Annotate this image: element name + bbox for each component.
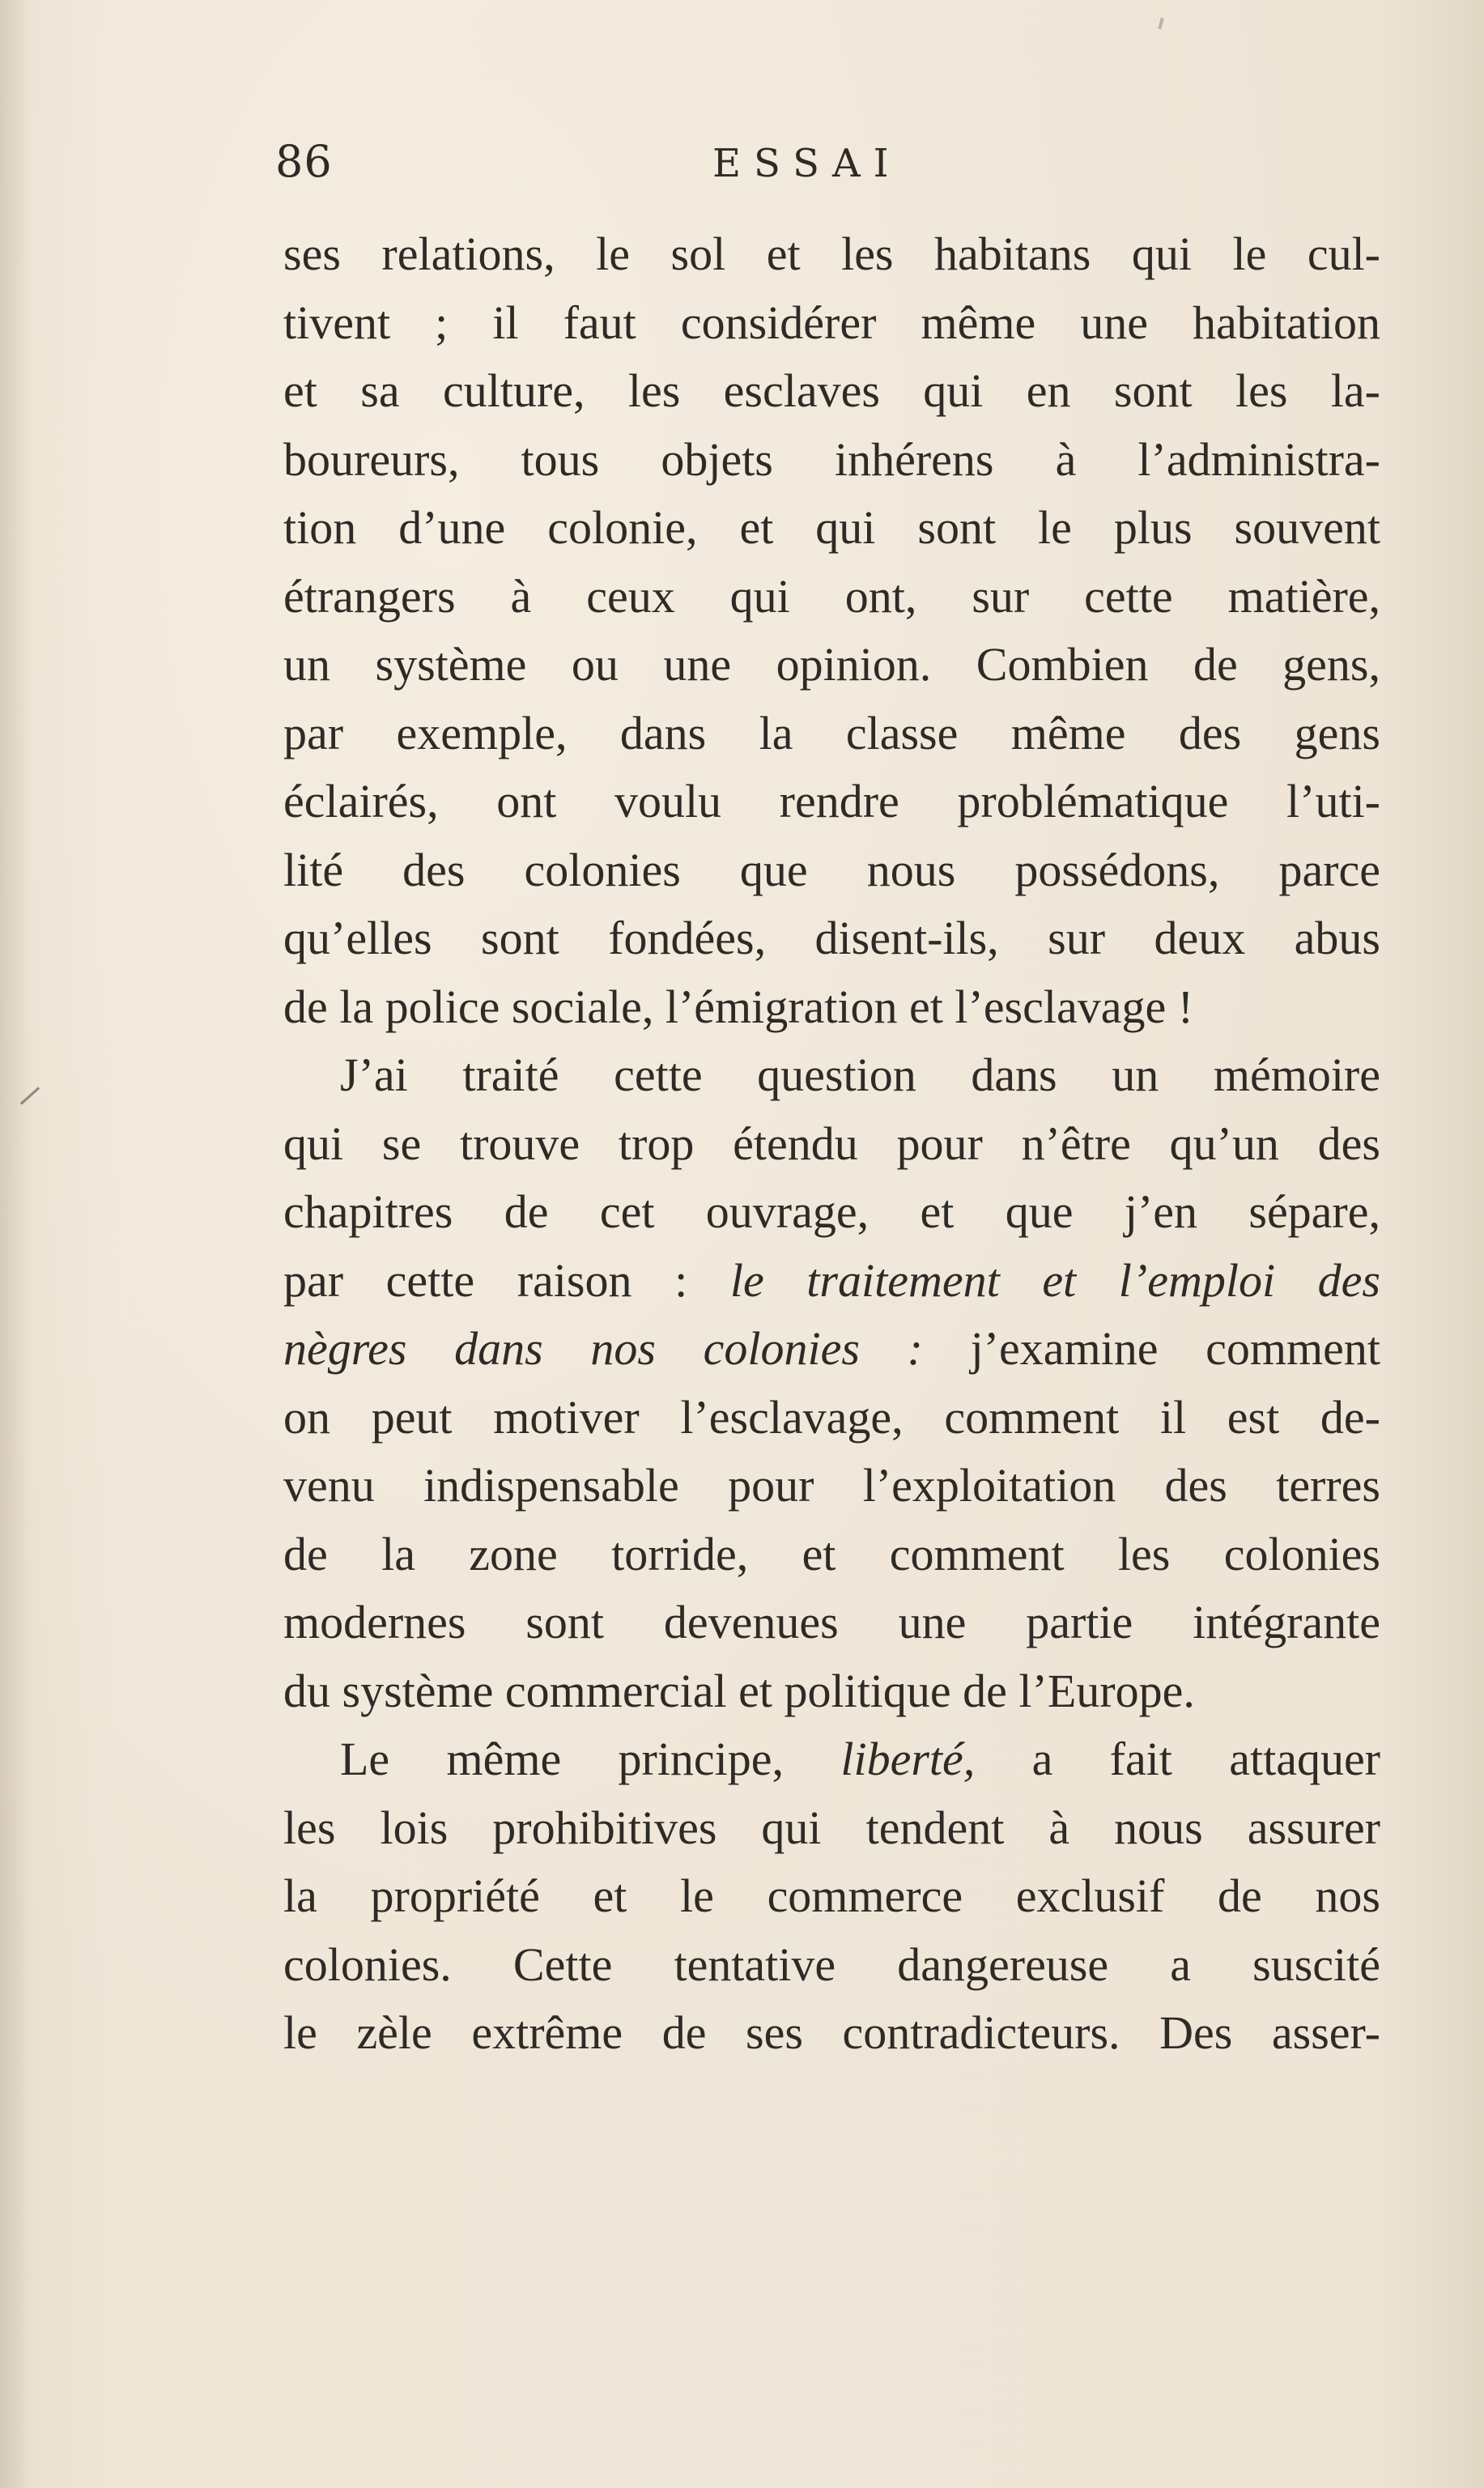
italic-title-run: le traitement et l’emploi des [729,1253,1380,1307]
text-line-mixed [283,1315,1380,1384]
text-line: on peut motiver l’esclavage, comment il est de- [283,1390,1380,1444]
text-run: Le même principe, [340,1733,841,1785]
text-line: colonies. Cette tentative dangereuse a suscité [283,1937,1380,1991]
text-line: éclairés, ont voulu rendre problématique l’uti- [283,775,1380,827]
text-line: modernes sont devenues une partie intégrante [283,1596,1380,1648]
text-line: du système commercial et politique de l’Europe. [283,1664,1195,1717]
text-line: ses relations, le sol et les habitans qui le cul- [283,228,1380,280]
text-line: la propriété et le commerce exclusif de nos [283,1869,1380,1922]
text-line: tivent ; il faut considérer même une habitation [283,296,1380,349]
text-line: de la police sociale, l’émigration et l’esclavage ! [283,980,1194,1033]
text-line: venu indispensable pour l’exploitation des terres [283,1459,1380,1512]
text-line: le zèle extrême de ses contradicteurs. Des asser- [283,2006,1380,2059]
text-line: qu’elles sont fondées, disent-ils, sur deux abus [283,912,1380,964]
text-run: par cette raison : [283,1253,730,1307]
italic-title-run: nègres dans nos colonies : [283,1322,923,1375]
text-line: par exemple, dans la classe même des gens [283,706,1380,759]
text-run: j’examine comment [922,1322,1380,1375]
text-line: boureurs, tous objets inhérens à l’administra- [283,432,1380,486]
running-head [275,136,1409,201]
page-number: 86 [275,136,333,187]
text-line-mixed [283,1247,1380,1316]
paper-mark [1158,18,1163,30]
text-line-mixed [283,1725,1380,1794]
text-line: et sa culture, les esclaves qui en sont les la- [283,364,1380,417]
body-text [283,220,1380,2068]
text-line: qui se trouve trop étendu pour n’être qu’un des [283,1116,1380,1170]
text-line: J’ai traité cette question dans un mémoire [340,1048,1380,1101]
text-line: chapitres de cet ouvrage, et que j’en sépare, [283,1185,1380,1238]
text-run: a fait attaquer [975,1733,1380,1785]
text-line: lité des colonies que nous possédons, parce [283,843,1380,896]
italic-word-run: liberté, [840,1733,976,1785]
text-line: tion d’une colonie, et qui sont le plus souvent [283,501,1380,554]
text-line: un système ou une opinion. Combien de gens, [283,638,1380,691]
text-line: les lois prohibitives qui tendent à nous assurer [283,1801,1380,1854]
text-line: étrangers à ceux qui ont, sur cette matière, [283,569,1380,623]
text-line: de la zone torride, et comment les colonies [283,1527,1380,1580]
running-title: ESSAI [712,141,902,186]
gutter-shadow [0,0,32,2488]
